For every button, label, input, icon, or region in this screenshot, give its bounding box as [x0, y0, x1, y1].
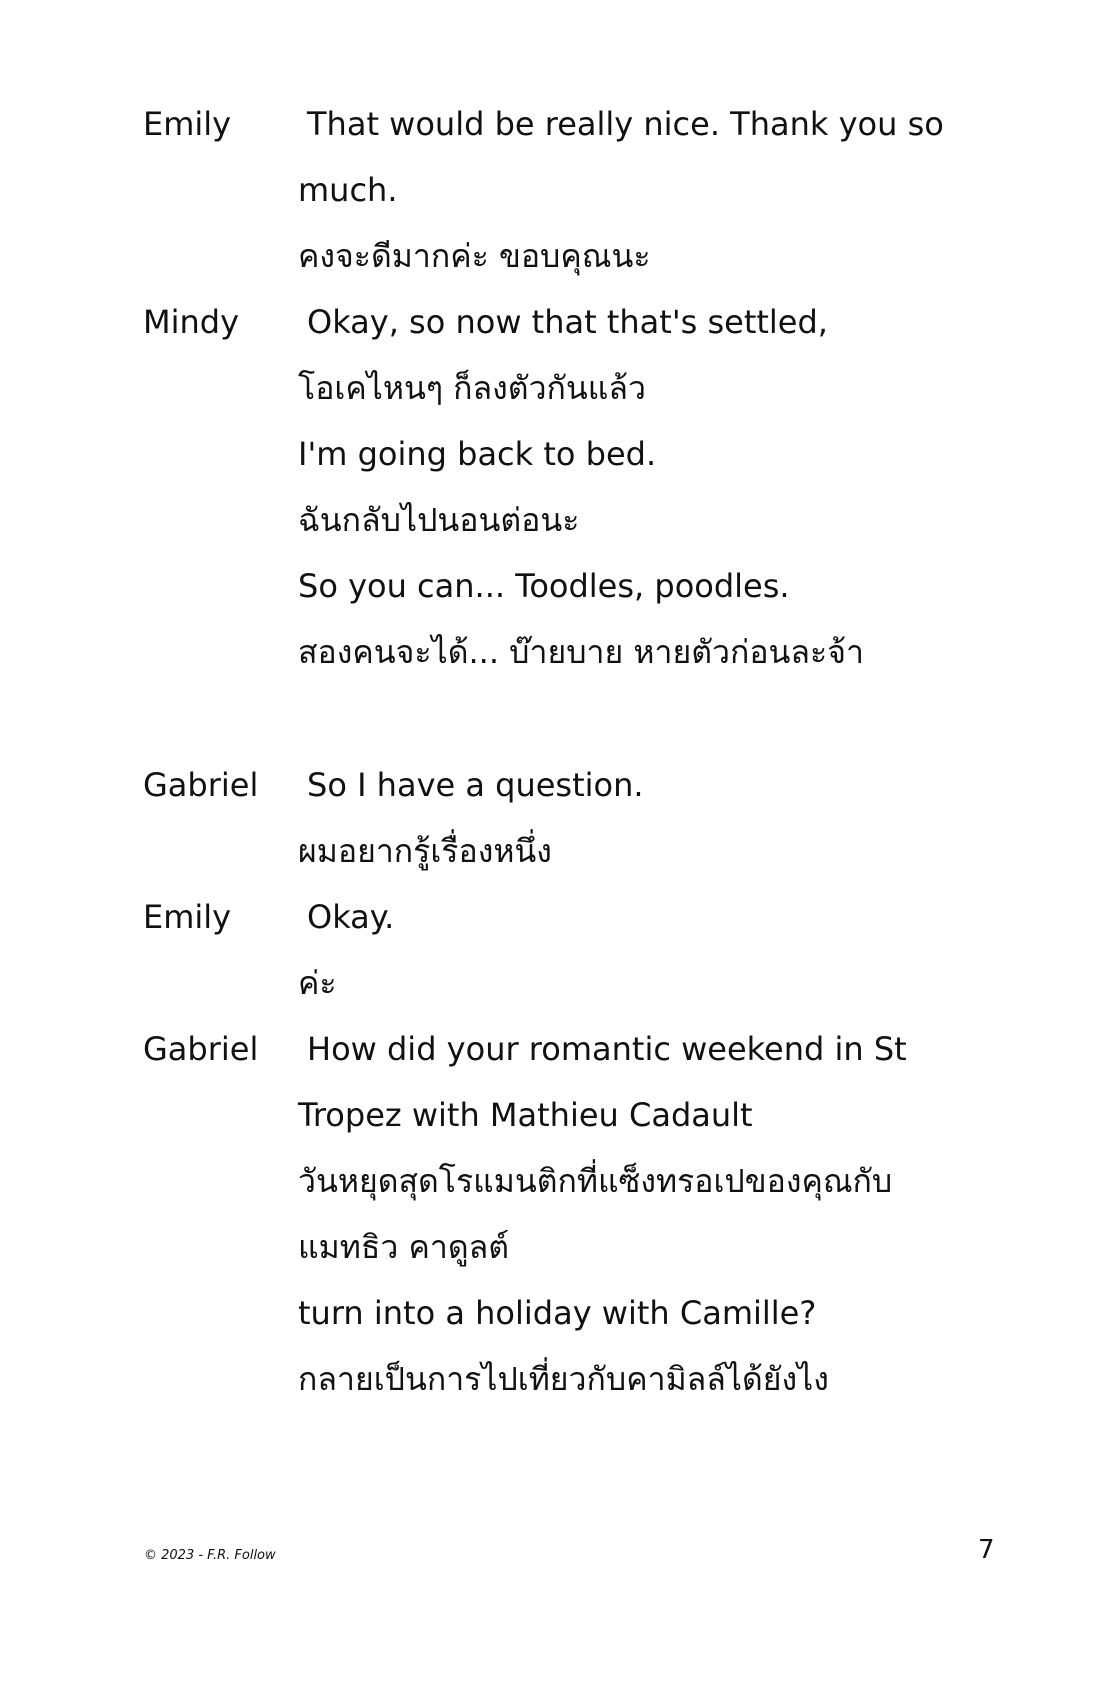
- copyright-notice: © 2023 - F.R. Follow: [144, 1548, 276, 1563]
- page-number: 7: [978, 1535, 995, 1565]
- dialogue-line: So I have a question.: [307, 766, 644, 804]
- dialogue-line: Okay.: [307, 898, 395, 936]
- dialogue-line-thai: คงจะดีมากค่ะ ขอบคุณนะ: [298, 237, 651, 275]
- speaker-name: Mindy: [143, 303, 240, 341]
- dialogue-line-thai: ค่ะ: [298, 964, 337, 1002]
- dialogue-line: I'm going back to bed.: [298, 435, 657, 473]
- dialogue-line: That would be really nice. Thank you so: [307, 105, 944, 143]
- dialogue-line: Okay, so now that that's settled,: [307, 303, 828, 341]
- dialogue-line: So you can... Toodles, poodles.: [298, 567, 790, 605]
- dialogue-line-thai: โอเคไหนๆ ก็ลงตัวกันแล้ว: [298, 369, 646, 407]
- dialogue-line-thai: แมทธิว คาดูลต์: [298, 1228, 510, 1266]
- speaker-name: Emily: [143, 105, 232, 143]
- dialogue-line-thai: กลายเป็นการไปเที่ยวกับคามิลล์ได้ยังไง: [298, 1360, 829, 1398]
- dialogue-line-thai: วันหยุดสุดโรแมนติกที่แซ็งทรอเปของคุณกับ: [298, 1162, 893, 1200]
- dialogue-line-thai: ผมอยากรู้เรื่องหนึ่ง: [298, 832, 552, 870]
- speaker-name: Gabriel: [143, 1030, 259, 1068]
- dialogue-line-thai: ฉันกลับไปนอนต่อนะ: [298, 501, 580, 539]
- dialogue-line: much.: [298, 171, 398, 209]
- speaker-name: Gabriel: [143, 766, 259, 804]
- dialogue-line: turn into a holiday with Camille?: [298, 1294, 817, 1332]
- speaker-name: Emily: [143, 898, 232, 936]
- dialogue-line-thai: สองคนจะได้... บ๊ายบาย หายตัวก่อนละจ้า: [298, 633, 864, 671]
- dialogue-line: Tropez with Mathieu Cadault: [298, 1096, 753, 1134]
- dialogue-line: How did your romantic weekend in St: [307, 1030, 907, 1068]
